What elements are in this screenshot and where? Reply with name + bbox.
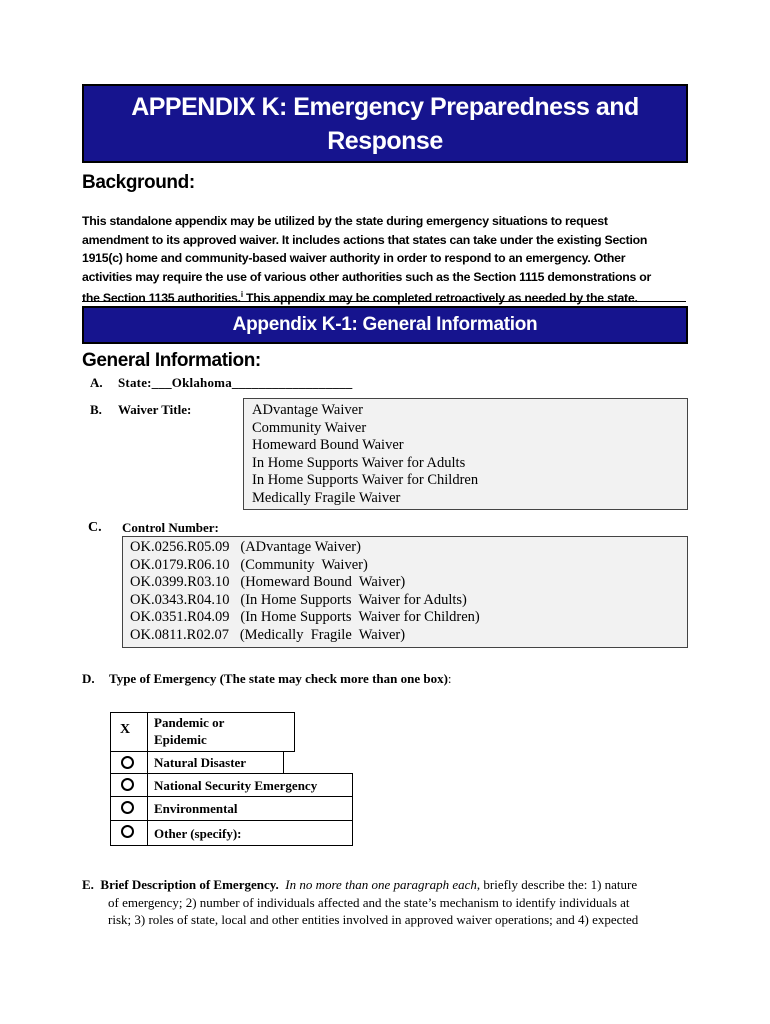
brief-description-section — [82, 876, 692, 929]
waiver-title: ADvantage Waiver — [252, 402, 363, 418]
emergency-option-natural-disaster — [147, 751, 284, 774]
waiver-title: In Home Supports Waiver for Adults — [252, 454, 466, 471]
emergency-option-other — [147, 820, 353, 846]
emergency-label: Epidemic — [154, 732, 207, 747]
waiver-title-label: Waiver Title: — [118, 402, 192, 417]
appendix-k1-banner: Appendix K-1: General Information — [82, 306, 688, 344]
background-text: This appendix may be completed retroactively as needed by the state. — [242, 291, 638, 306]
brief-description-line — [82, 876, 692, 894]
waiver-title: In Home Supports Waiver for Children — [252, 472, 479, 488]
emergency-checkbox-pandemic[interactable] — [110, 712, 148, 752]
brief-description-text: , briefly describe the: 1) nature — [476, 877, 638, 892]
state-field: State:___Oklahoma__________________ — [118, 375, 353, 390]
radio-button-national-security[interactable] — [121, 778, 134, 791]
emergency-label: Other (specify): — [154, 826, 242, 841]
emergency-type-label — [109, 671, 452, 687]
emergency-radio-cell-national-security[interactable] — [110, 773, 148, 797]
radio-button-other[interactable] — [121, 825, 134, 838]
background-line: activities may require the use of various other authorities such as the Section 1115 demonstrations or — [82, 269, 652, 284]
emergency-label: Pandemic or — [154, 715, 225, 730]
emergency-label: National Security Emergency — [154, 778, 318, 793]
emergency-option-environmental — [147, 796, 353, 821]
brief-description-italic: In no more than one paragraph each — [285, 877, 477, 892]
checked-mark: X — [120, 722, 131, 737]
control-number: OK.0256.R05.09 (ADvantage Waiver) — [130, 539, 361, 555]
control-number: OK.0179.R06.10 (Community Waiver) — [130, 556, 368, 573]
background-line-last — [82, 286, 692, 308]
emergency-option-national-security — [147, 773, 353, 797]
emergency-radio-cell-environmental[interactable] — [110, 796, 148, 821]
emergency-type-text: Type of Emergency (The state may check more than one box) — [109, 671, 448, 686]
waiver-title-box — [243, 398, 688, 510]
emergency-option-pandemic — [147, 712, 295, 752]
appendix-title-banner — [82, 84, 688, 163]
control-number-label: Control Number: — [122, 520, 219, 535]
radio-button-environmental[interactable] — [121, 801, 134, 814]
background-line: amendment to its approved waiver. It includes actions that states can take under the existing Section — [82, 232, 648, 247]
item-d-letter: D. — [82, 671, 95, 686]
background-paragraph — [82, 212, 692, 308]
item-a-letter: A. — [90, 375, 103, 390]
waiver-title: Homeward Bound Waiver — [252, 437, 404, 453]
background-text: the Section 1135 authorities. — [82, 291, 241, 306]
control-number: OK.0351.R04.09 (In Home Supports Waiver for Children) — [130, 609, 480, 625]
brief-description-line: risk; 3) roles of state, local and other entities involved in approved waiver operations; and 4) expected — [108, 912, 639, 927]
background-heading: Background: — [82, 172, 195, 193]
section-divider — [82, 301, 686, 302]
brief-description-label: Brief Description of Emergency. — [100, 877, 279, 892]
emergency-radio-cell-other[interactable] — [110, 820, 148, 846]
control-number: OK.0399.R03.10 (Homeward Bound Waiver) — [130, 574, 406, 590]
emergency-label: Natural Disaster — [154, 755, 247, 770]
endnote-marker: i — [240, 290, 243, 299]
waiver-title: Medically Fragile Waiver — [252, 489, 401, 506]
background-line: 1915(c) home and community-based waiver authority in order to respond to an emergency. Other — [82, 251, 626, 265]
appendix-title-line2: Response — [327, 126, 443, 155]
waiver-title: Community Waiver — [252, 419, 367, 436]
appendix-title-line1: APPENDIX K: Emergency Preparedness and — [131, 92, 639, 121]
control-number: OK.0343.R04.10 (In Home Supports Waiver for Adults) — [130, 591, 467, 608]
emergency-label: Environmental — [154, 801, 238, 816]
background-line: This standalone appendix may be utilized by the state during emergency situations to request — [82, 214, 608, 228]
control-number: OK.0811.R02.07 (Medically Fragile Waiver) — [130, 626, 406, 643]
item-e-letter: E. — [82, 877, 94, 892]
brief-description-line: of emergency; 2) number of individuals affected and the state’s mechanism to identify individuals at — [108, 894, 630, 910]
item-b-letter: B. — [90, 402, 102, 417]
emergency-radio-cell-natural-disaster[interactable] — [110, 751, 148, 774]
radio-button-natural-disaster[interactable] — [121, 756, 134, 769]
general-information-heading: General Information: — [82, 350, 261, 371]
control-number-box — [122, 536, 688, 648]
item-c-letter: C. — [88, 520, 102, 535]
emergency-type-colon: : — [447, 671, 452, 686]
